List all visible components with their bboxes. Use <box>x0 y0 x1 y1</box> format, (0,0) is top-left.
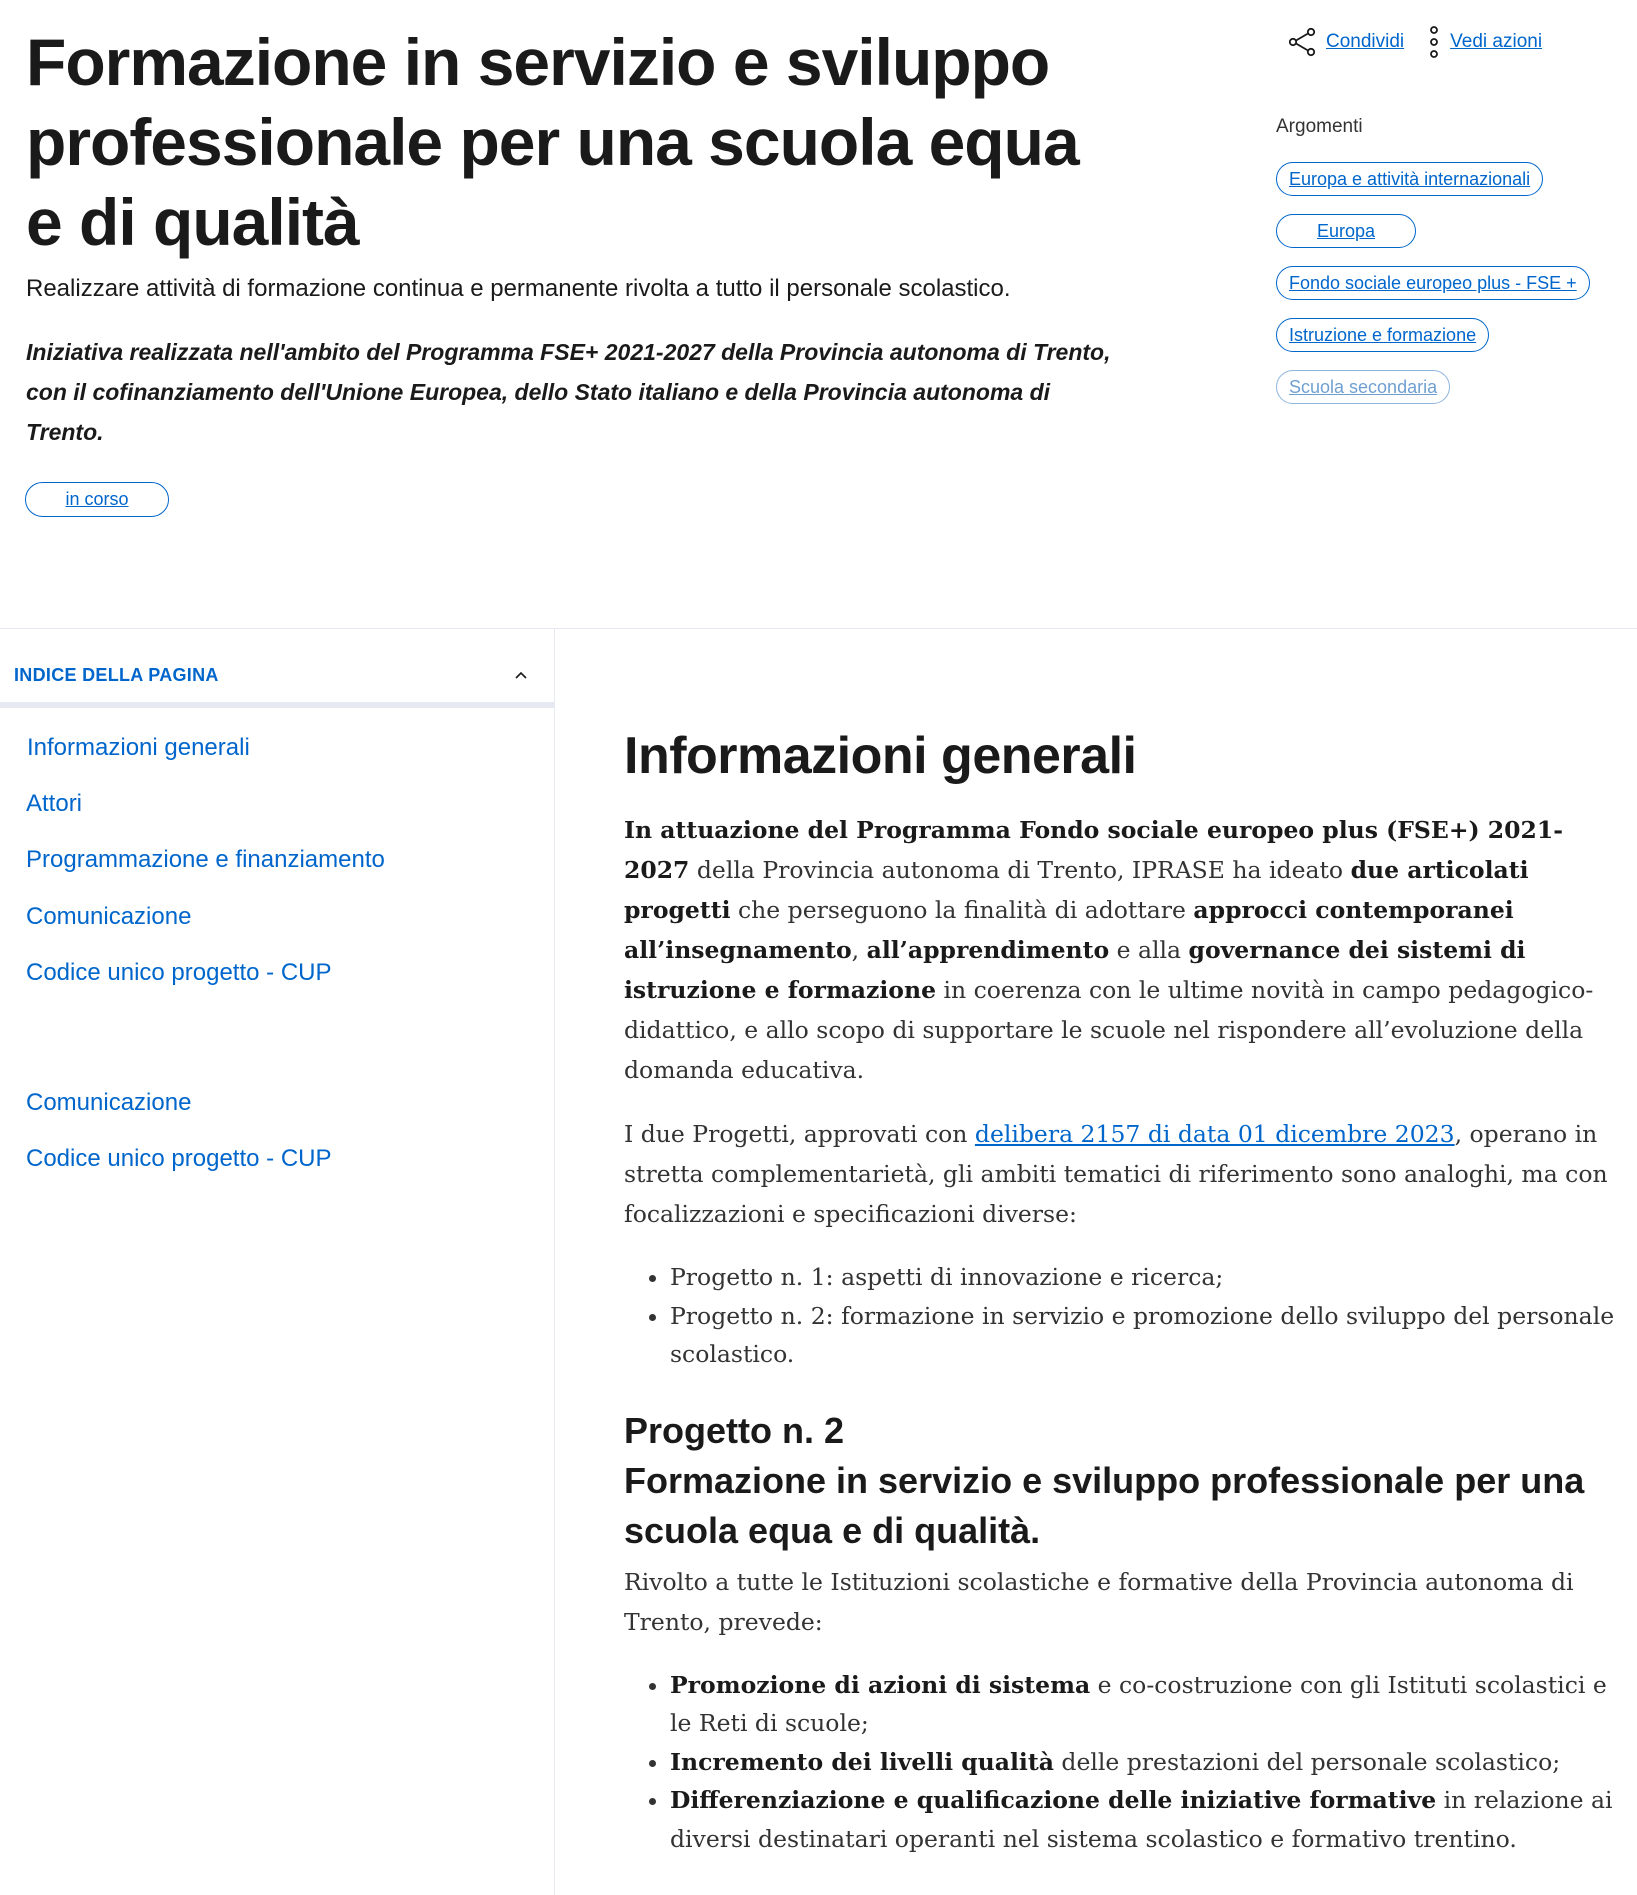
toc-toggle[interactable] <box>14 650 554 700</box>
more-actions-button[interactable] <box>1426 24 1542 60</box>
topic-chip[interactable]: Istruzione e formazione <box>1276 318 1489 352</box>
topic-chip[interactable]: Fondo sociale europeo plus - FSE + <box>1276 266 1590 300</box>
section-divider <box>0 628 1637 629</box>
page-subtitle: Realizzare attività di formazione continua e permanente rivolta a tutto il personale scolastico. <box>26 275 1011 302</box>
text: e alla <box>1109 936 1189 964</box>
text: delle prestazioni del personale scolastico; <box>1053 1747 1561 1776</box>
text: della Provincia autonoma di Trento, IPRASE ha ideato <box>689 856 1351 884</box>
toc-item-comunicazione[interactable]: Comunicazione <box>26 903 192 930</box>
text: e co-costruzione con gli Istituti scolastici e le Reti di scuole; <box>670 1670 1607 1737</box>
intro-paragraph <box>624 810 1616 1090</box>
bold-text: Promozione di azioni di sistema <box>670 1670 1091 1699</box>
share-label: Condividi <box>1326 31 1405 52</box>
toc-item-attori[interactable]: Attori <box>26 790 83 817</box>
chevron-up-icon <box>514 670 528 680</box>
status-chip[interactable]: in corso <box>25 482 169 517</box>
topic-chip[interactable]: Scuola secondaria <box>1276 370 1450 404</box>
toc-item-programmazione[interactable]: Programmazione e finanziamento <box>26 846 385 873</box>
page-lead: Iniziativa realizzata nell'ambito del Programma FSE+ 2021-2027 della Provincia autonoma di Trento, con il cofinanziamento dell'Unione Europea, dello Stato italiano e della Provincia autonoma di Trento. <box>26 339 1111 445</box>
toc-progress-bar <box>0 702 555 708</box>
list-item <box>670 1743 1616 1782</box>
more-vertical-icon <box>1426 24 1442 60</box>
project-title: Formazione in servizio e sviluppo professionale per una scuola equa e di qualità. <box>624 1459 1585 1551</box>
bold-text: approcci contemporanei all’insegnamento <box>624 896 1514 964</box>
list-item: • Progetto n. 2: formazione in servizio e promozione dello sviluppo del personale scolastico. <box>670 1297 1616 1374</box>
bold-text: In attuazione del Programma Fondo sociale europeo plus (FSE+) 2021-2027 <box>624 816 1563 884</box>
page-title: Formazione in servizio e sviluppo professionale per una scuola equa e di qualità <box>26 25 1079 259</box>
bold-text: due articolati progetti <box>624 856 1529 924</box>
text: in relazione ai diversi destinatari operanti nel sistema scolastico e formativo trentino. <box>670 1786 1613 1853</box>
text: che perseguono la finalità di adottare <box>730 896 1194 924</box>
toc-item-informazioni-generali[interactable]: Informazioni generali <box>27 734 250 761</box>
projects-list <box>670 1258 1616 1374</box>
text: , operano in stretta complementarietà, gli ambiti tematici di riferimento sono analoghi, ma con focalizzazioni e specificazioni diverse: <box>624 1120 1608 1228</box>
bold-text: governance dei sistemi di istruzione e formazione <box>624 936 1526 1004</box>
project-number: Progetto n. 2 <box>624 1409 845 1451</box>
share-icon <box>1286 26 1318 58</box>
list-item: • Progetto n. 1: aspetti di innovazione e ricerca; <box>670 1258 1616 1297</box>
topic-chip[interactable]: Europa <box>1276 214 1416 248</box>
topic-chip[interactable]: Europa e attività internazionali <box>1276 162 1543 196</box>
text: in coerenza con le ultime novità in campo pedagogico-didattico, e allo scopo di supportare le scuole nel rispondere all’evoluzione della domanda educativa. <box>624 976 1594 1084</box>
text: , <box>851 936 867 964</box>
toc-item-cup[interactable]: Codice unico progetto - CUP <box>26 1145 332 1172</box>
toc-item-cup[interactable]: Codice unico progetto - CUP <box>26 959 332 986</box>
toc-item-comunicazione[interactable]: Comunicazione <box>26 1089 192 1116</box>
topics-list <box>1276 162 1590 422</box>
topics-label: Argomenti <box>1276 116 1363 137</box>
bold-text: Differenziazione e qualificazione delle iniziative formative <box>670 1786 1437 1814</box>
list-item <box>670 1666 1616 1743</box>
list-item <box>670 1781 1616 1858</box>
projects-paragraph <box>624 1114 1616 1234</box>
delibera-link[interactable]: delibera 2157 di data 01 dicembre 2023 <box>974 1120 1455 1148</box>
toc-header: INDICE DELLA PAGINA <box>14 664 219 685</box>
main-content <box>624 720 1616 1886</box>
project-goals-list <box>670 1666 1616 1859</box>
page-actions <box>1286 24 1542 60</box>
more-actions-label: Vedi azioni <box>1450 31 1543 52</box>
bold-text: all’apprendimento <box>866 936 1110 964</box>
share-button[interactable] <box>1286 26 1404 58</box>
project-heading <box>624 1406 1616 1556</box>
bold-text: Incremento dei livelli qualità <box>670 1747 1054 1776</box>
text: I due Progetti, approvati con <box>624 1120 975 1148</box>
project-paragraph: Rivolto a tutte le Istituzioni scolastiche e formative della Provincia autonoma di Trento, prevede: <box>624 1567 1574 1636</box>
section-heading: Informazioni generali <box>624 727 1137 785</box>
column-divider <box>554 628 555 1895</box>
